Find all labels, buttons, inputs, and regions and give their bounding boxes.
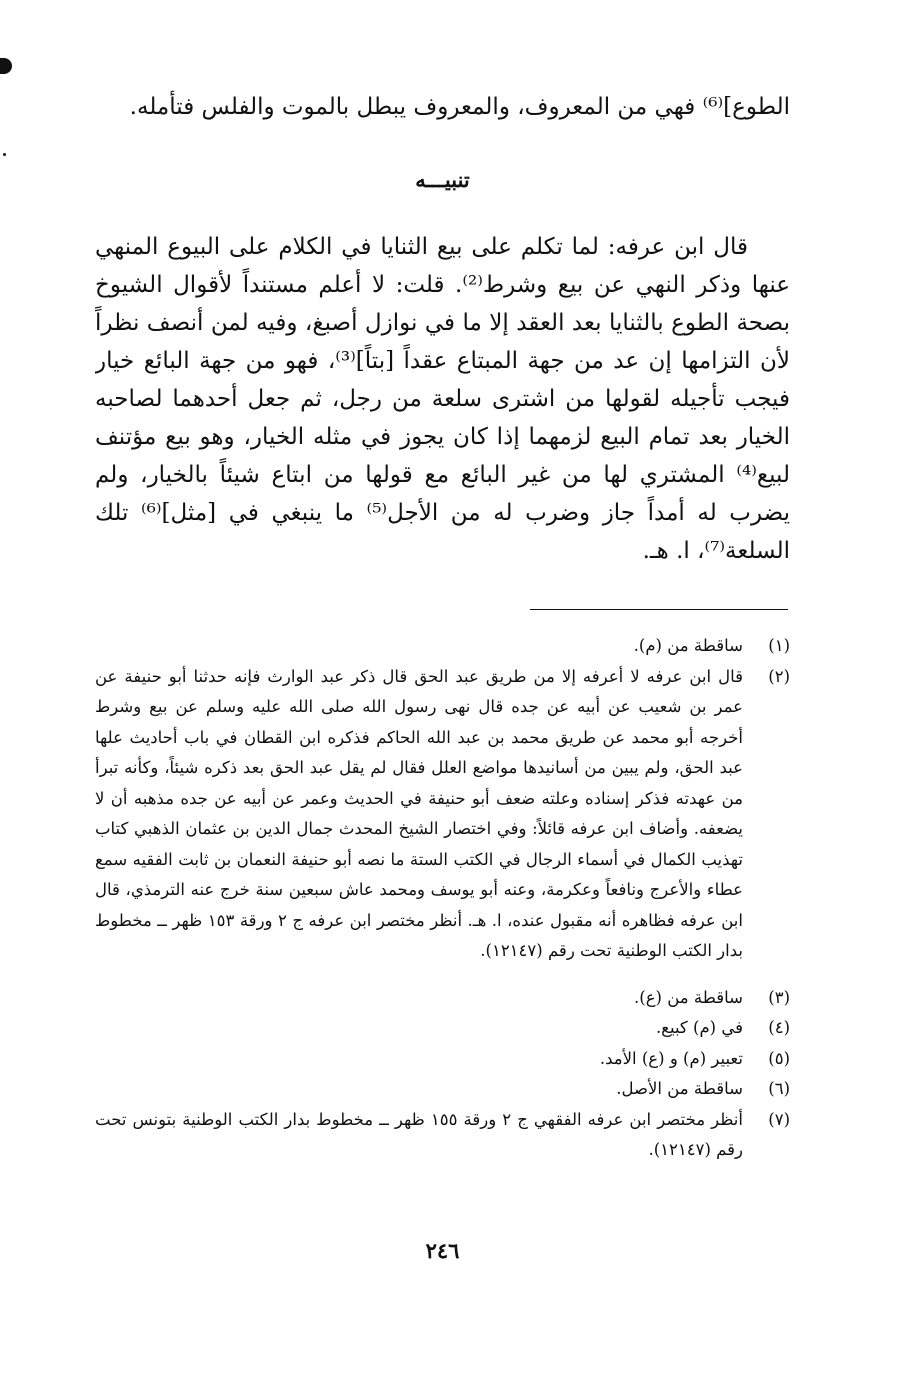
continuation-line: الطوع]⁽⁶⁾ فهي من المعروف، والمعروف يبطل بالموت والفلس فتأمله. [129,94,790,120]
scan-edge-mark [0,58,12,74]
footnote-6 [95,1074,790,1105]
footnote-text: ساقطة من (م). [633,636,743,655]
footnote-4 [95,1013,790,1044]
main-paragraph [95,228,790,573]
footnote-number: (٢) [768,666,790,686]
page-number: ٢٤٦ [425,1238,460,1263]
footnote-number: (٣) [768,987,790,1007]
footnote-5 [95,1044,790,1075]
footnote-3 [95,983,790,1014]
footnote-separator [530,609,788,610]
footnote-text: ساقطة من الأصل. [616,1079,743,1098]
footnote-number: (١) [768,636,790,655]
footnote-text: في (م) كبيع. [655,1018,743,1037]
footnote-number: (٧) [768,1109,790,1129]
footnote-number: (٥) [768,1048,790,1068]
section-heading: تنبيـــه [415,167,470,192]
footnote-7 [95,1105,790,1166]
footnote-number: (٦) [768,1079,790,1098]
footnote-text: ساقطة من (ع). [634,987,743,1007]
footnote-number: (٤) [768,1018,790,1037]
footnote-1 [95,631,790,662]
footnote-text: قال ابن عرفه لا أعرفه إلا من طريق عبد الحق قال ذكر عبد الوارث فإنه حدثنا أبو حنيفة عن عمر بن شعيب عن أبيه عن جده قال نهى رسول الله صلى الله عليه وسلم عن بيع وشرط أخرجه أبو محمد عن طريق محمد بن عبد الله الحاكم فذكره ابن القطان في باب أحاديث علها عبد الحق، ولم يبين من أسانيدها مواضع العلل فقال لم يقل عبد الحق بعد ذكره شيئاً، وكأنه تبرأ من عهدته فذكر إسناده وعلته ضعف أبو حنيفة في الحديث وعمر عن أبيه عن جده مذهبه أن لا يضعفه. وأضاف ابن عرفه قائلاً: وفي اختصار الشيخ المحدث جمال الدين بن عثمان الذهبي كتاب تهذيب الكمال في أسماء الرجال في الكتب الستة ما نصه أبو حنيفة النعمان بن ثابت الفقيه سمع عطاء والأعرج ونافعاً وعكرمة، وعنه أبو يوسف ومحمد عاش سبعين سنة خرج عنه الترمذي، قال ابن عرفه فظاهره أنه مقبول عنده، ا. هـ. أنظر مختصر ابن عرفه ج ٢ ورقة ١٥٣ ظهر ــ مخطوط بدار الكتب الوطنية تحت رقم (١٢١٤٧). [95,666,743,960]
footnote-text: تعبير (م) و (ع) الأمد. [599,1048,743,1068]
scan-speck [3,153,6,156]
footnote-gap [95,967,790,983]
footnote-text: أنظر مختصر ابن عرفه الفقهي ج ٢ ورقة ١٥٥ ظهر ــ مخطوط بدار الكتب الوطنية بتونس تحت رقم (١٢١٤٧). [95,1109,743,1159]
footnote-2 [95,662,790,967]
main-paragraph-text: قال ابن عرفه: لما تكلم على بيع الثنايا في الكلام على البيوع المنهي عنها وذكر النهي عن بيع وشرط⁽²⁾. قلت: لا أعلم مستنداً لأقوال الشيوخ بصحة الطوع بالثنايا بعد العقد إلا ما في نوازل أصبغ، وفيه لمن أنصف نظراً لأن التزامها إن عد من جهة المبتاع عقداً [بتاً]⁽³⁾، فهو من جهة البائع خيار فيجب تأجيله لقولها من اشترى سلعة من رجل، ثم جعل أحدهما لصاحبه الخيار بعد تمام البيع لزمهما إذا كان يجوز في مثله الخيار، وهو بيع مؤتنف لبيع⁽⁴⁾ المشتري لها من غير البائع مع قولها من ابتاع شيئاً بالخيار، ولم يضرب له أمداً جاز وضرب له من الأجل⁽⁵⁾ ما ينبغي في [مثل]⁽⁶⁾ تلك السلعة⁽⁷⁾، ا. هـ. [95,234,790,564]
footnotes [95,631,790,1166]
